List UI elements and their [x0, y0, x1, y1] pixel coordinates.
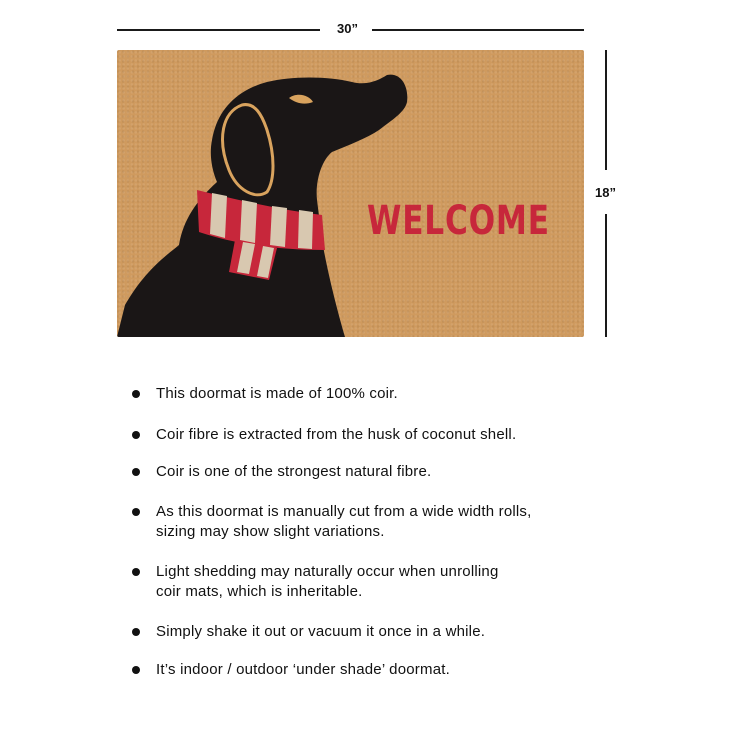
feature-item-line: sizing may show slight variations.: [156, 523, 385, 540]
bullet-dot: [132, 628, 140, 636]
feature-item: Coir is one of the strongest natural fibre.: [156, 463, 432, 480]
feature-item: Simply shake it out or vacuum it once in a while.: [156, 623, 486, 640]
width-label: 30”: [337, 21, 358, 36]
feature-item: It’s indoor / outdoor ‘under shade’ doormat.: [156, 661, 450, 678]
bullet-dot: [132, 508, 140, 516]
bullet-dot: [132, 468, 140, 476]
feature-item-line: As this doormat is manually cut from a wide width rolls,: [156, 503, 532, 520]
feature-item: Coir fibre is extracted from the husk of coconut shell.: [156, 426, 517, 443]
feature-item-line: coir mats, which is inheritable.: [156, 583, 363, 600]
bullet-dot: [132, 431, 140, 439]
feature-item: This doormat is made of 100% coir.: [156, 385, 398, 402]
bullet-dot: [132, 390, 140, 398]
height-label: 18”: [595, 185, 616, 200]
feature-item: [156, 562, 499, 602]
bullet-dot: [132, 568, 140, 576]
feature-item-line: Light shedding may naturally occur when unrolling: [156, 563, 499, 580]
feature-item: [156, 502, 532, 542]
welcome-text: WELCOME: [367, 198, 550, 244]
bullet-dot: [132, 666, 140, 674]
